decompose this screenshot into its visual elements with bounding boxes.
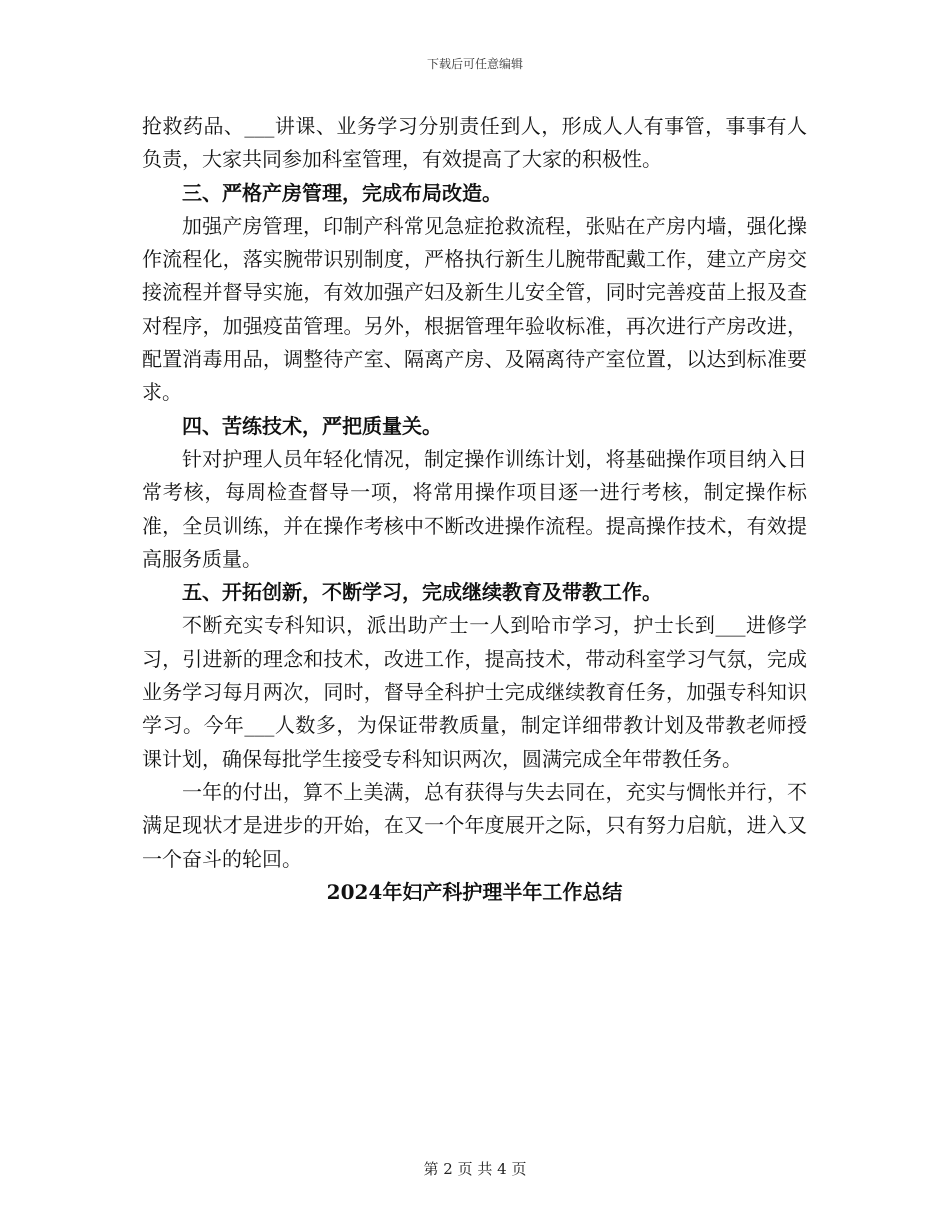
page-footer: 第 2 页 共 4 页 <box>423 1160 527 1178</box>
paragraph-closing: 一年的付出，算不上美满，总有获得与失去同在，充实与惆怅并行，不满足现状才是进步的开始，在又一个年度展开之际，只有努力启航，进入又一个奋斗的轮回。 <box>142 779 807 871</box>
paragraph-section-3: 加强产房管理，印制产科常见急症抢救流程，张贴在产房内墙，强化操作流程化，落实腕带识别制度，严格执行新生儿腕带配戴工作，建立产房交接流程并督导实施，有效加强产妇及新生儿安全管，同时完善疫苗上报及查对程序，加强疫苗管理。另外，根据管理年验收标准，再次进行产房改进，配置消毒用品，调整待产室、隔离产房、及隔离待产室位置，以达到标准要求。 <box>142 213 807 405</box>
section-heading-5: 五、开拓创新，不断学习，完成继续教育及带教工作。 <box>182 580 662 605</box>
section-heading-4: 四、苦练技术，严把质量关。 <box>182 413 442 438</box>
page-header: 下载后可任意编辑 <box>426 57 523 71</box>
paragraph-continuation: 抢救药品、___讲课、业务学习分别责任到人，形成人人有事管，事事有人负责，大家共同参加科室管理，有效提高了大家的积极性。 <box>142 114 807 172</box>
paragraph-section-4: 针对护理人员年轻化情况，制定操作训练计划，将基础操作项目纳入日常考核，每周检查督导一项，将常用操作项目逐一进行考核，制定操作标准，全员训练，并在操作考核中不断改进操作流程。提高操作技术，有效提高服务质量。 <box>142 446 807 571</box>
document-body <box>142 110 807 909</box>
next-document-title: 2024年妇产科护理半年工作总结 <box>326 879 623 904</box>
section-heading-3: 三、严格产房管理，完成布局改造。 <box>182 180 502 205</box>
paragraph-section-5: 不断充实专科知识，派出助产士一人到哈市学习，护士长到___进修学习，引进新的理念和技术，改进工作，提高技术，带动科室学习气氛，完成业务学习每月两次，同时，督导全科护士完成继续教育任务，加强专科知识学习。今年___人数多，为保证带教质量，制定详细带教计划及带教老师授课计划，确保每批学生接受专科知识两次，圆满完成全年带教任务。 <box>142 613 807 771</box>
